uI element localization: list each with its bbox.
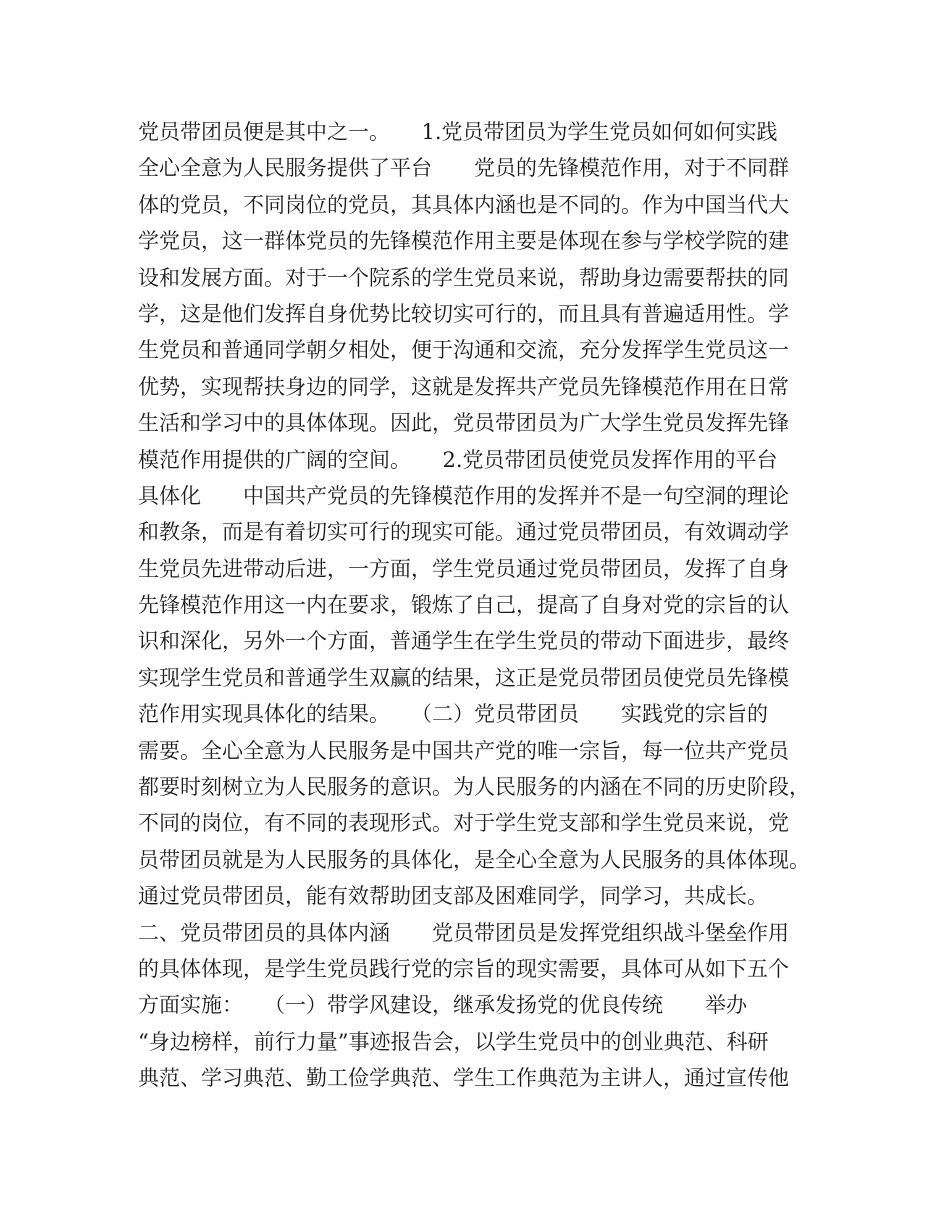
text-line: 全心全意为人民服务提供了平台 党员的先锋模范作用，对于不同群: [138, 156, 789, 181]
text-line: 优势，实现帮扶身边的同学，这就是发挥共产党员先锋模范作用在日常: [138, 374, 789, 399]
text-line: 识和深化，另外一个方面，普通学生在学生党员的带动下面进步，最终: [138, 629, 789, 654]
text-line: 通过党员带团员，能有效帮助团支部及困难同学，同学习，共成长。: [138, 884, 768, 909]
text-line: 需要。全心全意为人民服务是中国共产党的唯一宗旨，每一位共产党员: [138, 738, 789, 763]
text-line: 和教条，而是有着切实可行的现实可能。通过党员带团员，有效调动学: [138, 520, 789, 545]
text-line: 典范、学习典范、勤工俭学典范、学生工作典范为主讲人，通过宣传他: [138, 1066, 789, 1091]
text-line: 先锋模范作用这一内在要求，锻炼了自己，提高了自身对党的宗旨的认: [138, 593, 789, 618]
text-line: 生党员先进带动后进，一方面，学生党员通过党员带团员，发挥了自身: [138, 556, 789, 581]
text-line: 生活和学习中的具体体现。因此，党员带团员为广大学生党员发挥先锋: [138, 411, 789, 436]
text-line: 学党员，这一群体党员的先锋模范作用主要是体现在参与学校学院的建: [138, 229, 789, 254]
text-line: 模范作用提供的广阔的空间。 2.党员带团员使党员发挥作用的平台: [138, 447, 778, 472]
text-line: 不同的岗位，有不同的表现形式。对于学生党支部和学生党员来说，党: [138, 811, 789, 836]
text-line: 的具体体现，是学生党员践行党的宗旨的现实需要，具体可从如下五个: [138, 956, 789, 981]
text-line: 党员带团员便是其中之一。 1.党员带团员为学生党员如何如何实践: [138, 120, 778, 144]
text-line: 生党员和普通同学朝夕相处，便于沟通和交流，充分发挥学生党员这一: [138, 338, 789, 363]
text-line: 员带团员就是为人民服务的具体化，是全心全意为人民服务的具体体现。: [138, 847, 810, 872]
text-line: “身边榜样，前行力量”事迹报告会，以学生党员中的创业典范、科研: [138, 1029, 769, 1054]
text-line: 具体化 中国共产党员的先锋模范作用的发挥并不是一句空洞的理论: [138, 483, 789, 508]
text-line: 学，这是他们发挥自身优势比较切实可行的，而且具有普遍适用性。学: [138, 301, 789, 326]
text-line: 都要时刻树立为人民服务的意识。为人民服务的内涵在不同的历史阶段，: [138, 775, 810, 800]
text-line: 体的党员，不同岗位的党员，其具体内涵也是不同的。作为中国当代大: [138, 192, 789, 217]
text-line: 二、党员带团员的具体内涵 党员带团员是发挥党组织战斗堡垒作用: [138, 920, 789, 945]
text-line: 方面实施： （一）带学风建设，继承发扬党的优良传统 举办: [138, 993, 747, 1018]
body-text: [138, 114, 828, 1097]
text-line: 设和发展方面。对于一个院系的学生党员来说，帮助身边需要帮扶的同: [138, 265, 789, 290]
text-line: 范作用实现具体化的结果。 （二）党员带团员 实践党的宗旨的: [138, 702, 768, 727]
text-line: 实现学生党员和普通学生双赢的结果，这正是党员带团员使党员先锋模: [138, 665, 789, 690]
